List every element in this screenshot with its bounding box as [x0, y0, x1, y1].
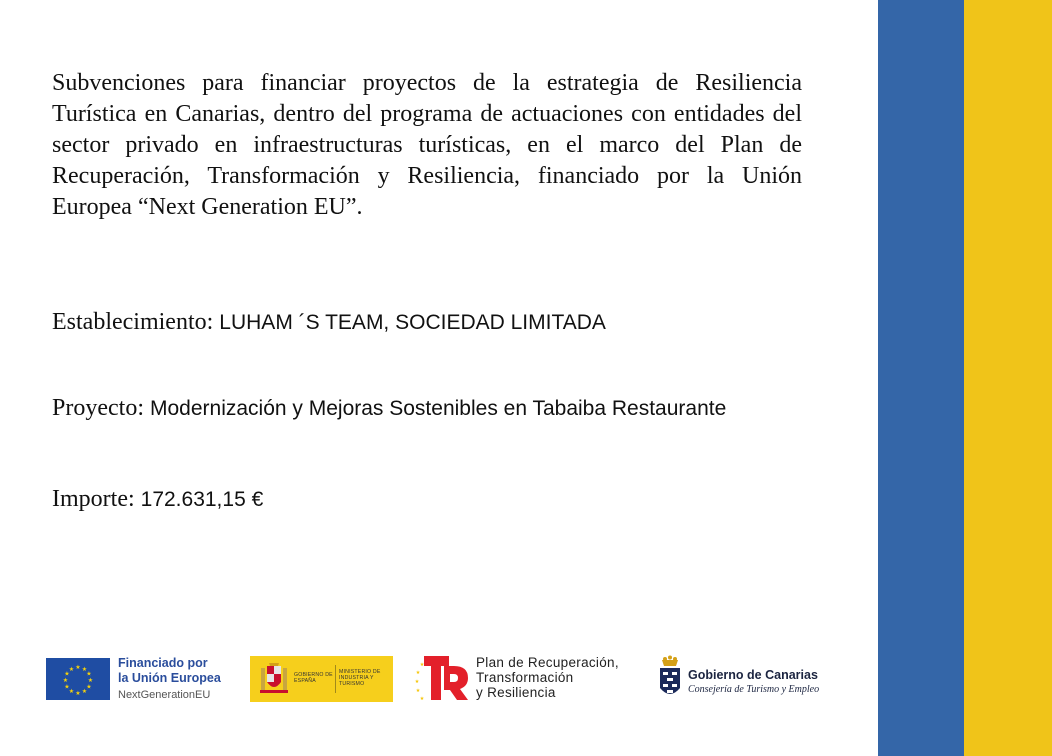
- prtr-line2: Transformación: [476, 670, 574, 685]
- gobierno-espana-text: GOBIERNO DE ESPAÑA: [294, 672, 333, 684]
- svg-text:★: ★: [64, 670, 70, 678]
- proyecto-label: Proyecto:: [52, 395, 144, 421]
- yellow-stripe: [964, 0, 1052, 756]
- canarias-coat-of-arms-icon: [656, 654, 684, 706]
- gobierno-canarias-logo: [656, 654, 836, 706]
- prtr-symbol-icon: [414, 652, 472, 706]
- svg-text:★: ★: [75, 690, 81, 697]
- svg-text:★: ★: [64, 683, 70, 691]
- svg-text:★: ★: [68, 665, 75, 673]
- svg-text:★: ★: [86, 670, 92, 678]
- svg-text:★: ★: [86, 683, 92, 691]
- spain-coat-of-arms-icon: [258, 662, 290, 696]
- eu-logo-line1: Financiado por: [118, 656, 208, 670]
- establecimiento-line: [52, 307, 606, 338]
- svg-text:★: ★: [62, 677, 69, 684]
- prtr-line3: y Resiliencia: [476, 685, 556, 700]
- svg-text:★: ★: [87, 677, 94, 684]
- logo-divider: [335, 665, 336, 693]
- svg-text:★: ★: [419, 696, 425, 702]
- ministerio-text: MINISTERIO DE INDUSTRIA Y TURISMO: [339, 669, 381, 687]
- prtr-text: [476, 655, 619, 700]
- svg-text:★: ★: [75, 664, 81, 671]
- eu-funding-logo: [46, 656, 236, 702]
- eu-logo-line3: NextGenerationEU: [118, 689, 211, 701]
- blue-stripe: [878, 0, 964, 756]
- canarias-line1: Gobierno de Canarias: [688, 668, 818, 682]
- svg-text:★: ★: [415, 670, 421, 676]
- svg-text:★: ★: [81, 665, 88, 673]
- canarias-text: [688, 668, 819, 696]
- plan-recuperacion-logo: [414, 652, 644, 706]
- svg-text:★: ★: [414, 679, 420, 685]
- eu-logo-line2: la Unión Europea: [118, 671, 221, 685]
- establecimiento-label: Establecimiento:: [52, 309, 214, 335]
- intro-paragraph: Subvenciones para financiar proyectos de la estrategia de Resiliencia Turística en Canarias, dentro del programa de actuaciones con entidades del sector privado en infraestructuras turísticas, en el marco del Plan de Recuperación, Transformación y Resiliencia, financiado por la Unión Europea “Next Generation EU”.: [52, 70, 802, 220]
- establecimiento-value: LUHAM ´S TEAM, SOCIEDAD LIMITADA: [219, 311, 606, 334]
- eu-logo-text: [118, 656, 221, 703]
- svg-text:★: ★: [81, 688, 88, 696]
- eu-flag-icon: [46, 658, 110, 700]
- importe-value: 172.631,15 €: [140, 488, 264, 511]
- importe-label: Importe:: [52, 486, 135, 512]
- importe-line: [52, 484, 263, 515]
- canarias-line2: Consejería de Turismo y Empleo: [688, 684, 820, 695]
- proyecto-value: Modernización y Mejoras Sostenibles en Tabaiba Restaurante: [149, 397, 727, 420]
- prtr-line1: Plan de Recuperación,: [476, 655, 619, 670]
- proyecto-line: [52, 393, 726, 424]
- gobierno-espana-logo: [250, 656, 393, 702]
- svg-text:★: ★: [415, 688, 421, 694]
- svg-text:★: ★: [419, 662, 425, 668]
- svg-text:★: ★: [68, 688, 75, 696]
